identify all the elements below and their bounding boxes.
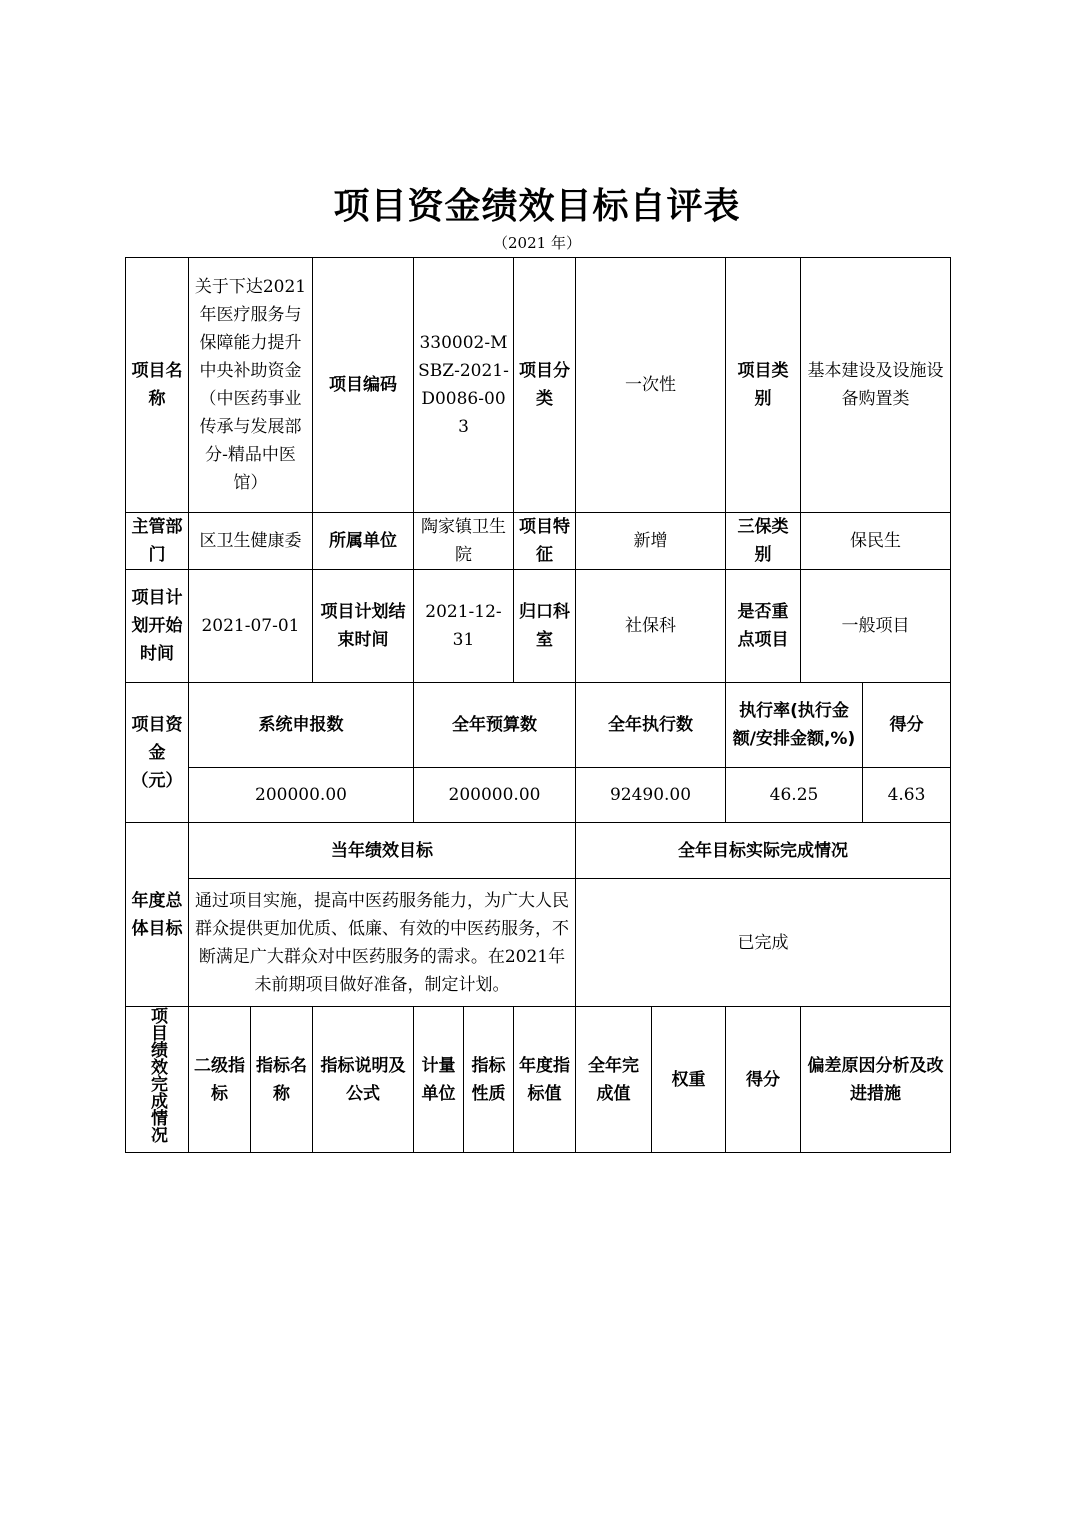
feature-label: 项目特征 [514, 513, 576, 570]
perf-col-annual-target: 年度指标值 [514, 1007, 576, 1153]
executed-value: 92490.00 [576, 768, 726, 823]
funds-header-row [126, 683, 951, 768]
office-value: 社保科 [576, 570, 726, 683]
funds-values-row [126, 768, 951, 823]
project-category-value: 一次性 [576, 258, 726, 513]
budget-header: 全年预算数 [414, 683, 576, 768]
key-project-label: 是否重点项目 [726, 570, 801, 683]
year-label: （2021 年） [493, 234, 581, 252]
perf-col-secondary-indicator: 二级指标 [189, 1007, 251, 1153]
perf-col-deviation-analysis: 偏差原因分析及改进措施 [801, 1007, 951, 1153]
unit-value: 陶家镇卫生院 [414, 513, 514, 570]
annual-header-row [126, 823, 951, 879]
performance-label-cell [126, 1007, 189, 1153]
perf-col-indicator-formula: 指标说明及公式 [313, 1007, 414, 1153]
end-time-value: 2021-12-31 [414, 570, 514, 683]
feature-value: 新增 [576, 513, 726, 570]
dept-value: 区卫生健康委 [189, 513, 313, 570]
annual-label: 年度总体目标 [126, 823, 189, 1007]
perf-col-indicator-name: 指标名称 [251, 1007, 313, 1153]
end-time-label: 项目计划结束时间 [313, 570, 414, 683]
performance-header-row [126, 1007, 951, 1153]
project-code-value: 330002-MSBZ-2021-D0086-003 [414, 258, 514, 513]
sanbao-label: 三保类别 [726, 513, 801, 570]
self-evaluation-table [125, 257, 951, 1153]
project-name-value: 关于下达2021年医疗服务与保障能力提升中央补助资金（中医药事业传承与发展部分-精品中医馆） [189, 258, 313, 513]
start-time-value: 2021-07-01 [189, 570, 313, 683]
project-name-label: 项目名称 [126, 258, 189, 513]
performance-label: 项目绩效完成情况 [147, 1007, 167, 1143]
project-info-row [126, 258, 951, 513]
funds-label: 项目资金（元） [126, 683, 189, 823]
sanbao-value: 保民生 [801, 513, 951, 570]
project-code-label: 项目编码 [313, 258, 414, 513]
schedule-row [126, 570, 951, 683]
actual-header: 全年目标实际完成情况 [576, 823, 951, 879]
project-type-label: 项目类别 [726, 258, 801, 513]
start-time-label: 项目计划开始时间 [126, 570, 189, 683]
budget-value: 200000.00 [414, 768, 576, 823]
annual-body-row [126, 879, 951, 1007]
unit-label: 所属单位 [313, 513, 414, 570]
perf-col-weight: 权重 [652, 1007, 726, 1153]
declared-header: 系统申报数 [189, 683, 414, 768]
department-row [126, 513, 951, 570]
key-project-value: 一般项目 [801, 570, 951, 683]
rate-value: 46.25 [726, 768, 863, 823]
page-title: 项目资金绩效目标自评表 [333, 186, 741, 227]
perf-col-completed-value: 全年完成值 [576, 1007, 652, 1153]
target-header: 当年绩效目标 [189, 823, 576, 879]
target-text: 通过项目实施，提高中医药服务能力，为广大人民群众提供更加优质、低廉、有效的中医药服务，不断满足广大群众对中医药服务的需求。在2021年未前期项目做好准备，制定计划。 [189, 879, 576, 1007]
perf-col-unit: 计量单位 [414, 1007, 464, 1153]
office-label: 归口科室 [514, 570, 576, 683]
project-category-label: 项目分类 [514, 258, 576, 513]
perf-col-score: 得分 [726, 1007, 801, 1153]
score-header: 得分 [863, 683, 951, 768]
perf-col-nature: 指标性质 [464, 1007, 514, 1153]
project-type-value: 基本建设及设施设备购置类 [801, 258, 951, 513]
rate-header: 执行率(执行金额/安排金额,%) [726, 683, 863, 768]
declared-value: 200000.00 [189, 768, 414, 823]
executed-header: 全年执行数 [576, 683, 726, 768]
score-value: 4.63 [863, 768, 951, 823]
dept-label: 主管部门 [126, 513, 189, 570]
actual-text: 已完成 [576, 879, 951, 1007]
